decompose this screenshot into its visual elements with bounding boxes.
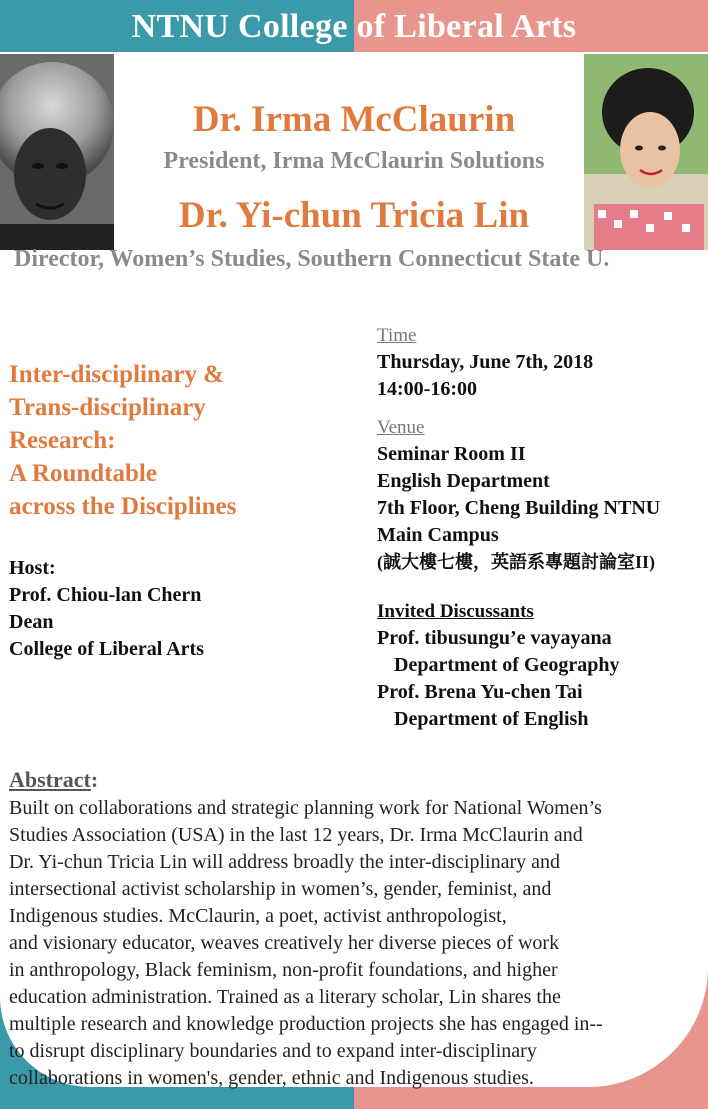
host-name: Prof. Chiou-lan Chern — [9, 584, 202, 606]
abstract-label: Abstract — [9, 767, 91, 792]
discussants-label: Invited Discussants — [377, 601, 534, 622]
venue-line-chinese: (誠大樓七樓，英語系專題討論室II) — [377, 552, 655, 572]
abstract-line: to disrupt disciplinary boundaries and to expand inter-disciplinary — [9, 1040, 537, 1062]
abstract-section — [9, 766, 699, 1092]
abstract-line: multiple research and knowledge production projects she has engaged in-- — [9, 1013, 603, 1035]
abstract-heading — [9, 766, 699, 795]
venue-line: English Department — [377, 470, 550, 492]
abstract-line: Indigenous studies. McClaurin, a poet, activist anthropologist, — [9, 905, 507, 927]
abstract-line: and visionary educator, weaves creatively her diverse pieces of work — [9, 932, 560, 954]
venue-line: Main Campus — [377, 524, 499, 546]
time-date: Thursday, June 7th, 2018 — [377, 351, 594, 373]
speaker-name-mcclaurin: Dr. Irma McClaurin — [192, 99, 516, 140]
abstract-colon: : — [90, 767, 99, 792]
venue-line: Seminar Room II — [377, 443, 526, 465]
event-title-line: Inter-disciplinary & — [9, 361, 225, 388]
discussant-dept: Department of Geography — [394, 654, 620, 676]
header-title: NTNU College of Liberal Arts — [131, 8, 577, 45]
abstract-line: Dr. Yi-chun Tricia Lin will address broadly the inter-disciplinary and — [9, 851, 560, 873]
time-hours: 14:00-16:00 — [377, 378, 477, 400]
venue-label: Venue — [377, 417, 425, 438]
host-title: Dean — [9, 611, 54, 633]
abstract-line: in anthropology, Black feminism, non-profit foundations, and higher — [9, 959, 558, 981]
abstract-line: Studies Association (USA) in the last 12 years, Dr. Irma McClaurin and — [9, 824, 583, 846]
speaker-name-lin: Dr. Yi-chun Tricia Lin — [178, 195, 530, 236]
speaker-role-mcclaurin: President, Irma McClaurin Solutions — [163, 148, 545, 174]
host-label: Host: — [9, 557, 56, 579]
abstract-line: Built on collaborations and strategic planning work for National Women’s — [9, 797, 602, 819]
discussant-name: Prof. Brena Yu-chen Tai — [377, 681, 583, 703]
venue-block — [377, 414, 660, 576]
host-block — [9, 555, 349, 663]
discussants-block — [377, 598, 620, 733]
host-org: College of Liberal Arts — [9, 638, 204, 660]
abstract-line: education administration. Trained as a literary scholar, Lin shares the — [9, 986, 561, 1008]
event-title-line: Trans-disciplinary — [9, 394, 206, 421]
abstract-line: collaborations in women's, gender, ethnic and Indigenous studies. — [9, 1067, 534, 1089]
event-title-line: A Roundtable — [9, 460, 157, 487]
abstract-line: intersectional activist scholarship in women’s, gender, feminist, and — [9, 878, 552, 900]
discussant-dept: Department of English — [394, 708, 589, 730]
event-title-line: across the Disciplines — [9, 493, 237, 520]
event-title-line: Research: — [9, 427, 116, 454]
venue-line: 7th Floor, Cheng Building NTNU — [377, 497, 661, 519]
speaker-role-lin: Director, Women’s Studies, Southern Connecticut State U. — [14, 246, 610, 272]
event-title — [9, 358, 339, 523]
time-block — [377, 322, 593, 403]
time-label: Time — [377, 325, 417, 346]
discussant-name: Prof. tibusungu’e vayayana — [377, 627, 612, 649]
